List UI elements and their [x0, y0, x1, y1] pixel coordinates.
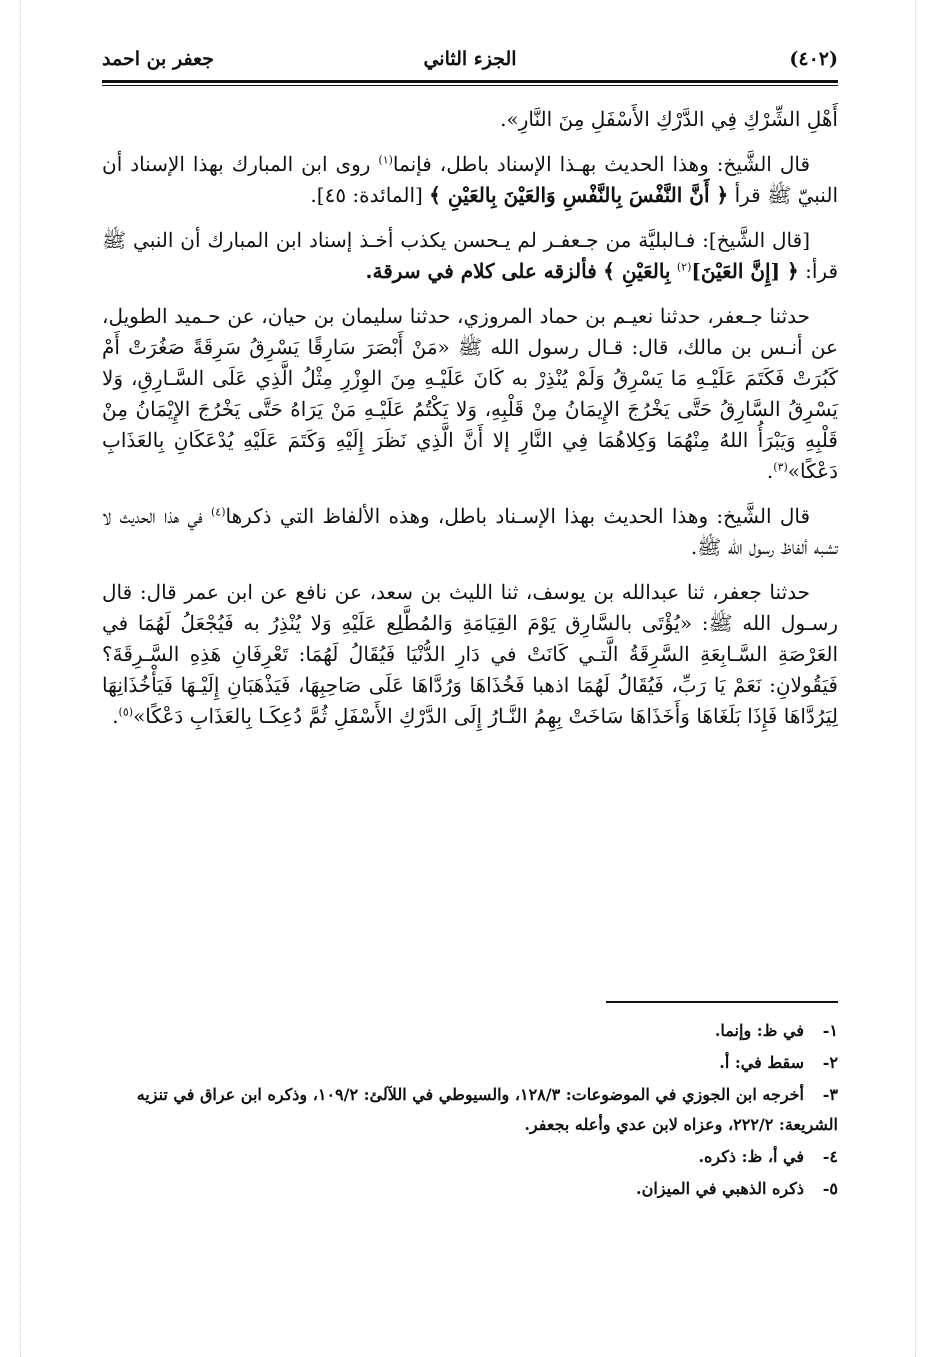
footnote-text: في ظ: وإنما.: [714, 1021, 804, 1040]
paragraph-3-text-b: فألزقه على كلام في سرقة.: [365, 259, 597, 283]
footnotes: [102, 1016, 838, 1206]
quran-verse-1: ﴿ أَنَّ النَّفْسَ بِالنَّفْسِ وَالعَيْنَ بِالعَيْنِ ﴾: [429, 183, 729, 207]
quran-verse-2-end: بِالعَيْنِ ﴾: [603, 259, 671, 283]
footnote-3: [102, 1080, 838, 1140]
main-text: [102, 104, 838, 746]
paragraph-5-text-a: قال الشَّيخ: وهذا الحديث بهذا الإسـناد باطل، وهذه الألفاظ التي ذكرها: [225, 504, 811, 528]
paragraph-1: [102, 104, 838, 135]
footnote-ref-2: (٢): [676, 260, 692, 274]
footnote-text: أخرجه ابن الجوزي في الموضوعات: ١٢٨/٣، والسيوطي في اللآلئ: ١٠٩/٢، وذكره ابن عراق في تنزيه الشريعة: ٢٢٢/٢، وعزاه لابن عدي وأعله بجعفر.: [136, 1085, 838, 1134]
quran-verse-2: ﴿ [إِنَّ العَيْنَ]: [691, 259, 799, 283]
footnote-ref-4: (٤): [210, 505, 226, 519]
header-rule: [102, 80, 838, 83]
paragraph-4-text: حدثنا جـعفر، حدثنا نعيـم بن حماد المروزي، حدثنا سليمان بن حيان، عن حـميد الطويل، عن أنـس بن مالك، قال: قـال رسول الله ﷺ «مَنْ أَبْصَرَ سَارِقًا يَسْرِقُ سَرِقَةً صَغُرَتْ أَمْ كَبُرَتْ فَكَتَمَ عَلَيْـهِ مَا يَسْرِقُ وَلَمْ يُنْذِرْ به كَانَ عَلَيْـهِ مِنَ الوِزْرِ مِثْلُ الَّذِي عَلَى السَّـارِقِ، وَلا يَسْرِقُ السَّارِقُ حَتَّى يَخْرُجَ الإِيمَانُ مِنْ قَلْبِهِ، وَلا يَكْتُمُ عَلَيْـهِ مَنْ يَرَاهُ حَتَّى يَخْرُجَ الإِيْمَانُ مِنْ قَلْبِهِ وَيَبْرَأُ اللهُ مِنْهُمَا وَكِلاهُمَا فِي النَّارِ إلا أَنَّ الَّذِي نَظَرَ إِلَيْهِ وَكَتَمَ عَلَيْهِ يُدْعَكَانِ بِالعَذَابِ دَعْكًا»: [102, 304, 838, 483]
surah-reference: [المائدة: ٤٥].: [310, 183, 423, 207]
paragraph-6-text: حدثنا جعفر، ثنا عبدالله بن يوسف، ثنا الليث بن سعد، عن نافع عن ابن عمر قال: قال رسـول الله ﷺ: «يُؤْتَى بالسَّارِق يَوْمَ القِيَامَةِ وَالمُطَّلِع عَلَيْهِ وَلا يُنْذِرُ به فَيُجْعَلُ لَهُمَا في العَرْصَةِ السَّـابِعَةِ السَّرِقَةُ الَّتـي كَانَتْ في دَارِ الدُّنْيَا فَيُقَالُ لَهُمَا: تَعْرِفَانِ هَذِهِ السَّـرِقَةَ؟ فَيَقُولانِ: نَعَمْ يَا رَبِّ، فَيُقَالُ لَهُمَا اذهبا فَخُذَاهَا وَرُدَّاهَا عَلَى صَاحِبِهَا، فَيَذْهَبَانِ إِلَيْـهَا فَيَأْخُذَانِهَا لِيَرُدَّاهَا فَإِذَا بَلَغَاهَا وَأَخَذَاهَا سَاخَتْ بِهِمُ النَّـارُ إِلَى الدَّرْكِ الأَسْفَلِ ثُمَّ دُعِكَـا بِالعَذَابِ دَعْكًا»: [102, 580, 838, 728]
paragraph-3: [102, 225, 838, 287]
narrator-name: جعفر بن احمد: [102, 48, 214, 70]
part-title: الجزء الثاني: [423, 48, 517, 70]
paragraph-1-text: أَهْلِ الشِّرْكِ فِي الدَّرْكِ الأَسْفَلِ مِنَ النَّارِ».: [500, 107, 838, 131]
paragraph-3-text-a: [قال الشَّيخ]: فـالبليَّة من جـعفـر لم يـحسن يكذب أخـذ إسناد ابن المبارك أن النبي ﷺ قرأ:: [102, 228, 838, 283]
paragraph-6-end: .: [112, 704, 119, 728]
scan-edge-left: [20, 0, 21, 1357]
footnote-ref-3: (٣): [773, 460, 788, 474]
paragraph-2: [102, 149, 838, 211]
footnote-number: ٢-: [822, 1053, 838, 1072]
paragraph-4-end: .: [766, 459, 774, 483]
footnote-number: ٤-: [822, 1147, 838, 1166]
footnote-text: في أ، ظ: ذكره.: [698, 1147, 804, 1166]
paragraph-6: [102, 577, 838, 732]
footnote-text: ذكره الذهبي في الميزان.: [636, 1179, 804, 1198]
footnote-number: ١-: [822, 1021, 838, 1040]
paragraph-5: [102, 501, 838, 563]
paragraph-5-text-b: في هذا الحديث لا تشبه ألفاظ رسول الله ﷺ.: [102, 504, 838, 559]
footnote-number: ٣-: [822, 1085, 838, 1104]
footnote-5: [102, 1174, 838, 1204]
footnote-2: [102, 1048, 838, 1078]
page-header: [102, 44, 838, 82]
paragraph-2-text-a: قال الشَّيخ: وهذا الحديث بهـذا الإسناد باطل، فإنما: [392, 152, 811, 176]
paragraph-2-text-b: روى ابن المبارك بهذا الإسناد أن النبيّ ﷺ قرأ: [102, 152, 838, 207]
footnote-4: [102, 1142, 838, 1172]
footnote-ref-1: (١): [378, 153, 393, 167]
scan-edge-right: [915, 0, 916, 1357]
header-rule-thin: [102, 85, 838, 86]
footnote-ref-5: (٥): [118, 705, 134, 719]
footnote-text: سقط في: أ.: [719, 1053, 804, 1072]
page-number: (٤٠٢): [789, 48, 838, 70]
paragraph-4: [102, 301, 838, 487]
footnote-number: ٥-: [822, 1179, 838, 1198]
footnote-1: [102, 1016, 838, 1046]
footnote-separator: [606, 1001, 838, 1003]
